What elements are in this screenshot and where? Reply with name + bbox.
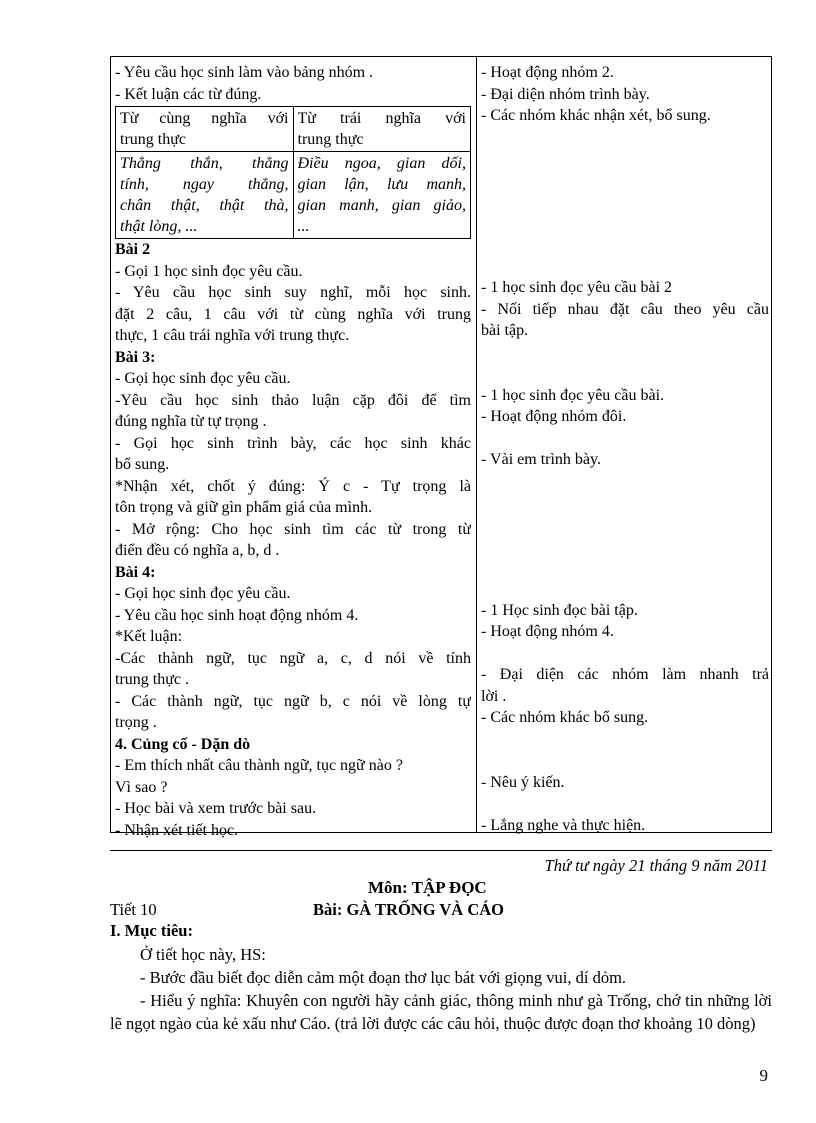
instruction-line: -Yêu cầu học sinh thảo luận cặp đôi để tìm: [115, 391, 471, 409]
period-label: Tiết 10: [110, 900, 157, 919]
instruction-line: - Yêu cầu học sinh suy nghĩ, mỗi học sinh.: [115, 284, 471, 301]
synonym-antonym-table: [115, 106, 471, 239]
exercise-3-title: Bài 3:: [115, 348, 156, 366]
subject-title: Môn: TẬP ĐỌC: [368, 878, 487, 897]
activity-line: bài tập.: [481, 322, 529, 339]
activity-line: - Hoạt động nhóm đôi.: [481, 408, 627, 425]
activity-line: - 1 học sinh đọc yêu cầu bài 2: [481, 279, 673, 296]
activity-line: - Nêu ý kiến.: [481, 773, 565, 791]
activity-line: lời .: [481, 687, 507, 705]
lesson-plan-table: [110, 56, 772, 839]
activity-line: - Hoạt động nhóm 2.: [481, 64, 614, 81]
instruction-line: - Gọi học sinh đọc yêu cầu.: [115, 370, 291, 387]
activity-line: - 1 Học sinh đọc bài tập.: [481, 601, 638, 619]
instruction-line: - Mở rộng: Cho học sinh tìm các từ trong từ: [115, 520, 471, 538]
antonym-words-cell: Điều ngoa, gian dối, gian lận, lưu manh, gian manh, gian giảo, ...: [293, 152, 471, 239]
instruction-line: - Gọi học sinh trình bày, các học sinh khác: [115, 434, 471, 452]
activity-line: - Nối tiếp nhau đặt câu theo yêu cầu: [481, 300, 769, 318]
instruction-line: trung thực .: [115, 671, 189, 688]
page-number: 9: [759, 1066, 768, 1085]
instruction-line: thực, 1 câu trái nghĩa với trung thực.: [115, 327, 350, 344]
exercise-2-title: Bài 2: [115, 241, 151, 258]
activity-line: - Đại diện các nhóm làm nhanh trả: [481, 666, 769, 683]
instruction-line: điển đều có nghĩa a, b, d .: [115, 542, 280, 559]
instruction-line: tôn trọng và giữ gìn phẩm giá của mình.: [115, 499, 373, 516]
objective-2: - Hiểu ý nghĩa: Khuyên con người hãy cảnh giác, thông minh như gà Trống, chớ tin những lời lẽ ngọt ngào của kẻ xấu như Cáo. (trả lời được các câu hỏi, thuộc được đoạn thơ khoảng 10 dòng): [110, 991, 772, 1033]
instruction-line: *Kết luận:: [115, 628, 183, 645]
instruction-line: - Học bài và xem trước bài sau.: [115, 800, 317, 817]
activity-line: - Các nhóm khác nhận xét, bổ sung.: [481, 107, 711, 124]
activity-line: - Các nhóm khác bổ sung.: [481, 709, 649, 726]
instruction-line: - Các thành ngữ, tục ngữ b, c nói về lòng tự: [115, 692, 471, 710]
teacher-activities-column: [115, 62, 471, 841]
instruction-line: - Kết luận các từ đúng.: [115, 85, 262, 103]
instruction-line: - Yêu cầu học sinh làm vào bảng nhóm .: [115, 64, 374, 81]
column-divider: [476, 57, 477, 832]
instruction-line: *Nhận xét, chốt ý đúng: Ý c - Tự trọng là: [115, 477, 471, 495]
instruction-line: trọng .: [115, 714, 157, 731]
activity-line: - Hoạt động nhóm 4.: [481, 623, 614, 640]
objectives-heading: I. Mục tiêu:: [110, 921, 193, 940]
instruction-line: - Yêu cầu học sinh hoạt động nhóm 4.: [115, 606, 359, 624]
instruction-line: - Gọi học sinh đọc yêu cầu.: [115, 585, 291, 602]
instruction-line: - Nhận xét tiết học.: [115, 821, 239, 839]
instruction-line: -Các thành ngữ, tục ngữ a, c, d nói về tính: [115, 649, 471, 667]
antonym-header-cell: Từ trái nghĩa với trung thực: [293, 107, 471, 152]
objective-1: - Bước đầu biết đọc diễn cảm một đoạn thơ lục bát với giọng vui, dí dỏm.: [140, 968, 627, 987]
section-4-title: 4. Củng cố - Dặn dò: [115, 735, 251, 753]
page-divider: [110, 850, 772, 851]
lesson-title: Bài: GÀ TRỐNG VÀ CÁO: [313, 900, 504, 919]
student-activities-column: [481, 62, 769, 836]
instruction-line: đặt 2 câu, 1 câu với từ cùng nghĩa với trung: [115, 305, 471, 323]
synonym-header-cell: Từ cùng nghĩa với trung thực: [116, 107, 294, 152]
activity-line: - 1 học sinh đọc yêu cầu bài.: [481, 386, 665, 404]
activity-line: - Vài em trình bày.: [481, 451, 601, 468]
lesson-date: Thứ tư ngày 21 tháng 9 năm 2011: [544, 856, 768, 875]
instruction-line: đúng nghĩa từ tự trọng .: [115, 413, 267, 430]
objectives-intro: Ở tiết học này, HS:: [140, 945, 266, 964]
instruction-line: - Em thích nhất câu thành ngữ, tục ngữ nào ?: [115, 757, 403, 774]
exercise-4-title: Bài 4:: [115, 563, 156, 581]
activity-line: - Đại diện nhóm trình bày.: [481, 85, 650, 103]
instruction-line: - Gọi 1 học sinh đọc yêu cầu.: [115, 262, 303, 280]
instruction-line: Vì sao ?: [115, 778, 168, 796]
instruction-line: bổ sung.: [115, 456, 170, 473]
activity-line: - Lắng nghe và thực hiện.: [481, 816, 646, 834]
synonym-words-cell: Thẳng thắn, thẳng tính, ngay thẳng, chân thật, thật thà, thật lòng, ...: [116, 152, 294, 239]
